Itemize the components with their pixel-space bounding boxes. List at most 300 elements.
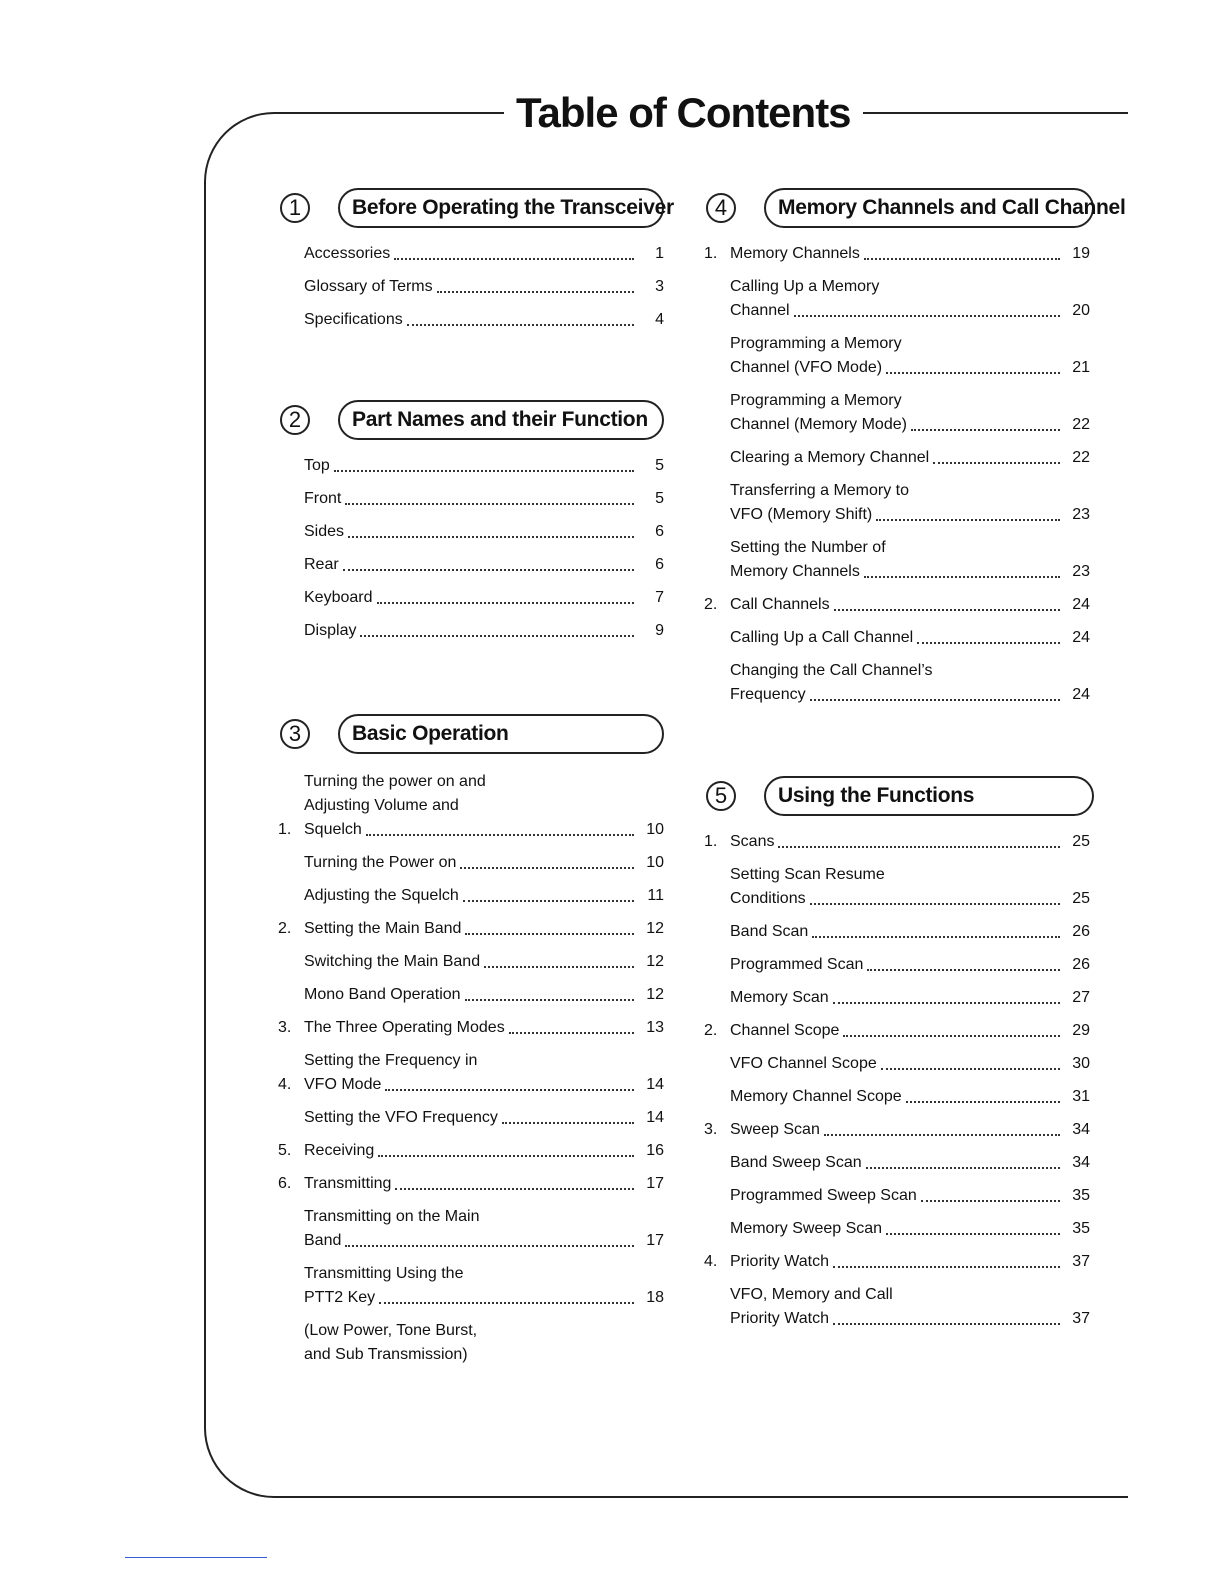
toc-entry-number: 2. — [704, 1022, 718, 1039]
toc-entry-page: 16 — [646, 1142, 664, 1159]
toc-entry-page: 17 — [646, 1232, 664, 1249]
toc-entry-body — [304, 1049, 664, 1097]
toc-entry-body — [730, 332, 1090, 380]
dot-leader — [866, 1167, 1060, 1169]
toc-entry-leader-line — [304, 275, 664, 299]
toc-entry — [704, 1052, 1090, 1076]
toc-entry-title: VFO Mode — [304, 1076, 382, 1093]
toc-entry-page: 26 — [1072, 923, 1090, 940]
toc-entry-note: and Sub Transmission) — [304, 1346, 468, 1363]
toc-entry — [704, 953, 1090, 977]
toc-entry-leader-line — [730, 1085, 1090, 1109]
toc-entry-page: 29 — [1072, 1022, 1090, 1039]
toc-entry-page: 25 — [1072, 890, 1090, 907]
dot-leader — [465, 933, 634, 935]
dot-leader — [917, 642, 1060, 644]
toc-entry — [704, 1085, 1090, 1109]
toc-entry-title: Priority Watch — [730, 1310, 829, 1327]
toc-entry-leader-line — [304, 983, 664, 1007]
dot-leader — [394, 258, 634, 260]
toc-entry-body — [730, 593, 1090, 617]
toc-entry-title: Rear — [304, 556, 339, 573]
toc-entry-body — [304, 308, 664, 332]
footer-rule — [125, 1557, 267, 1558]
toc-entry-body — [304, 1262, 664, 1310]
toc-entry-body — [304, 1016, 664, 1040]
section-5-heading: Using the Functions — [764, 776, 1094, 816]
section-4-number: 4 — [706, 193, 736, 223]
toc-entry-body — [304, 242, 664, 266]
dot-leader — [876, 519, 1060, 521]
toc-entry-page: 17 — [646, 1175, 664, 1192]
toc-entry-body — [304, 454, 664, 478]
toc-entry — [278, 308, 664, 332]
toc-entry-leader-line — [730, 626, 1090, 650]
toc-entry-title: Memory Channels — [730, 563, 860, 580]
toc-entry-leader-line — [730, 560, 1090, 584]
dot-leader — [377, 602, 635, 604]
toc-entry-leader-line — [304, 1016, 664, 1040]
toc-entry-page: 26 — [1072, 956, 1090, 973]
toc-entry-body — [730, 536, 1090, 584]
toc-entry-body — [730, 986, 1090, 1010]
toc-entry — [704, 536, 1090, 584]
dot-leader — [921, 1200, 1060, 1202]
toc-entry — [278, 553, 664, 577]
toc-entry-body — [730, 1118, 1090, 1142]
toc-entry-title: Adjusting the Squelch — [304, 887, 459, 904]
toc-entry-note: (Low Power, Tone Burst, — [304, 1322, 478, 1339]
toc-entry — [278, 851, 664, 875]
toc-entry — [704, 920, 1090, 944]
toc-entry-body — [304, 1139, 664, 1163]
toc-entry-body — [730, 1085, 1090, 1109]
toc-entry — [278, 242, 664, 266]
dot-leader — [864, 258, 1060, 260]
dot-leader — [867, 969, 1060, 971]
dot-leader — [460, 867, 634, 869]
toc-entry-page: 6 — [655, 523, 664, 540]
section-1-number: 1 — [280, 193, 310, 223]
toc-entry-page: 13 — [646, 1019, 664, 1036]
section-3-number: 3 — [280, 719, 310, 749]
toc-entry-page: 10 — [646, 821, 664, 838]
toc-entry-body — [730, 1052, 1090, 1076]
toc-entry — [704, 626, 1090, 650]
toc-entry-body — [304, 520, 664, 544]
toc-entry-title: Programmed Sweep Scan — [730, 1187, 917, 1204]
dot-leader — [812, 936, 1060, 938]
toc-entry-number: 2. — [278, 920, 292, 937]
toc-entry-leader-line — [304, 917, 664, 941]
toc-entry-leader-line — [730, 1184, 1090, 1208]
toc-entry-body — [304, 487, 664, 511]
toc-entry-title: Squelch — [304, 821, 362, 838]
toc-entry-leader-line — [304, 1139, 664, 1163]
toc-entry-line: Programming a Memory — [730, 335, 902, 352]
dot-leader — [395, 1188, 634, 1190]
toc-entry — [704, 1184, 1090, 1208]
section-5-entries — [704, 830, 1090, 1340]
dot-leader — [484, 966, 634, 968]
toc-entry — [704, 830, 1090, 854]
dot-leader — [778, 846, 1060, 848]
toc-entry — [278, 619, 664, 643]
toc-entry-title: Conditions — [730, 890, 806, 907]
toc-entry-leader-line — [730, 446, 1090, 470]
toc-entry-leader-line — [730, 242, 1090, 266]
toc-entry-title: Memory Channel Scope — [730, 1088, 902, 1105]
dot-leader — [810, 699, 1060, 701]
toc-entry-title: Channel (Memory Mode) — [730, 416, 907, 433]
toc-entry-body — [730, 1250, 1090, 1274]
toc-entry-title: Frequency — [730, 686, 806, 703]
dot-leader — [334, 470, 634, 472]
toc-entry — [278, 917, 664, 941]
toc-entry-body — [304, 950, 664, 974]
dot-leader — [911, 429, 1060, 431]
toc-entry-line: Setting Scan Resume — [730, 866, 885, 883]
toc-entry-page: 22 — [1072, 449, 1090, 466]
dot-leader — [794, 315, 1060, 317]
section-2-number: 2 — [280, 405, 310, 435]
toc-entry-body — [304, 983, 664, 1007]
toc-entry-body — [730, 446, 1090, 470]
toc-entry-page: 12 — [646, 953, 664, 970]
toc-entry-leader-line — [304, 884, 664, 908]
toc-entry-number: 5. — [278, 1142, 292, 1159]
toc-entry — [278, 1049, 664, 1097]
toc-entry-page: 1 — [655, 245, 664, 262]
toc-entry-leader-line — [304, 454, 664, 478]
toc-entry-page: 25 — [1072, 833, 1090, 850]
toc-entry-page: 35 — [1072, 1220, 1090, 1237]
toc-entry-line: Setting the Frequency in — [304, 1052, 478, 1069]
toc-entry-title: Mono Band Operation — [304, 986, 461, 1003]
section-2-entries — [278, 454, 664, 652]
section-4-heading: Memory Channels and Call Channel — [764, 188, 1094, 228]
dot-leader — [833, 1323, 1060, 1325]
toc-entry-page: 34 — [1072, 1121, 1090, 1138]
dot-leader — [378, 1155, 634, 1157]
toc-entry — [278, 1139, 664, 1163]
toc-entry-title: Band — [304, 1232, 342, 1249]
dot-leader — [833, 1266, 1060, 1268]
toc-entry-body — [730, 626, 1090, 650]
toc-entry-page: 5 — [655, 490, 664, 507]
toc-entry-line: Calling Up a Memory — [730, 278, 880, 295]
toc-entry-page: 34 — [1072, 1154, 1090, 1171]
toc-entry-body — [730, 1217, 1090, 1241]
toc-entry — [278, 1172, 664, 1196]
toc-entry-leader-line — [304, 586, 664, 610]
dot-leader — [509, 1032, 634, 1034]
toc-entry-leader-line — [730, 503, 1090, 527]
toc-entry-page: 6 — [655, 556, 664, 573]
toc-entry-leader-line — [730, 1307, 1090, 1331]
dot-leader — [379, 1302, 634, 1304]
toc-entry-title: Calling Up a Call Channel — [730, 629, 914, 646]
toc-entry-leader-line — [304, 1172, 664, 1196]
section-4-entries — [704, 242, 1090, 716]
dot-leader — [463, 900, 634, 902]
toc-entry-title: Glossary of Terms — [304, 278, 433, 295]
dot-leader — [834, 609, 1060, 611]
toc-entry-title: Transmitting — [304, 1175, 392, 1192]
toc-entry-leader-line — [304, 487, 664, 511]
toc-entry-title: Channel (VFO Mode) — [730, 359, 883, 376]
toc-entry-body — [304, 275, 664, 299]
toc-entry-page: 31 — [1072, 1088, 1090, 1105]
toc-entry — [704, 332, 1090, 380]
toc-entry-title: Accessories — [304, 245, 391, 262]
section-2-heading: Part Names and their Function — [338, 400, 664, 440]
toc-entry-leader-line — [730, 830, 1090, 854]
toc-entry-line: VFO, Memory and Call — [730, 1286, 893, 1303]
toc-entry-title: VFO (Memory Shift) — [730, 506, 873, 523]
toc-entry-number: 6. — [278, 1175, 292, 1192]
toc-entry — [278, 1205, 664, 1253]
toc-entry-page: 24 — [1072, 596, 1090, 613]
toc-entry — [704, 479, 1090, 527]
toc-entry-leader-line — [730, 986, 1090, 1010]
toc-entry-leader-line — [730, 887, 1090, 911]
toc-entry-body — [730, 1283, 1090, 1331]
toc-entry-body — [730, 830, 1090, 854]
toc-entry-body — [730, 1184, 1090, 1208]
toc-entry-leader-line — [304, 242, 664, 266]
toc-entry-title: Sides — [304, 523, 345, 540]
toc-entry — [704, 389, 1090, 437]
section-3-entries — [278, 770, 664, 1367]
toc-entry-title: Memory Channels — [730, 245, 860, 262]
toc-entry-leader-line — [304, 619, 664, 643]
dot-leader — [864, 576, 1060, 578]
toc-entry-title: Priority Watch — [730, 1253, 829, 1270]
toc-entry-body — [304, 586, 664, 610]
toc-entry-leader-line — [730, 299, 1090, 323]
toc-entry-title: Setting the Main Band — [304, 920, 462, 937]
toc-entry-page: 11 — [647, 887, 664, 904]
dot-leader — [833, 1002, 1060, 1004]
toc-entry-page: 37 — [1072, 1253, 1090, 1270]
toc-entry — [704, 275, 1090, 323]
toc-entry — [278, 520, 664, 544]
toc-entry-page: 10 — [646, 854, 664, 871]
toc-entry-leader-line — [304, 308, 664, 332]
toc-entry-body — [304, 619, 664, 643]
toc-entry — [278, 275, 664, 299]
toc-entry-title: Setting the VFO Frequency — [304, 1109, 498, 1126]
dot-leader — [345, 1245, 634, 1247]
toc-entry-body — [304, 1172, 664, 1196]
toc-entry-body — [304, 1205, 664, 1253]
title-bar — [0, 88, 1224, 138]
toc-entry-leader-line — [304, 553, 664, 577]
toc-entry-leader-line — [730, 1019, 1090, 1043]
toc-entry-leader-line — [730, 1118, 1090, 1142]
toc-entry-leader-line — [730, 1151, 1090, 1175]
toc-entry-title: Top — [304, 457, 330, 474]
toc-entry-body — [304, 884, 664, 908]
toc-entry-line: Programming a Memory — [730, 392, 902, 409]
toc-entry-number: 4. — [704, 1253, 718, 1270]
toc-entry-line: Adjusting Volume and — [304, 797, 459, 814]
toc-entry-leader-line — [304, 818, 664, 842]
toc-entry — [704, 1019, 1090, 1043]
section-1-header — [280, 188, 674, 228]
toc-entry — [704, 1250, 1090, 1274]
toc-entry-number: 1. — [704, 245, 718, 262]
section-3-header — [280, 714, 664, 754]
toc-entry — [704, 446, 1090, 470]
toc-entry — [704, 986, 1090, 1010]
toc-entry — [278, 884, 664, 908]
toc-entry-body — [304, 851, 664, 875]
toc-entry-title: Band Sweep Scan — [730, 1154, 862, 1171]
toc-entry-page: 24 — [1072, 686, 1090, 703]
toc-entry-title: Front — [304, 490, 342, 507]
toc-entry-page: 12 — [646, 920, 664, 937]
toc-entry-body — [730, 1151, 1090, 1175]
toc-entry — [704, 1118, 1090, 1142]
toc-entry-page: 12 — [646, 986, 664, 1003]
toc-entry-title: VFO Channel Scope — [730, 1055, 877, 1072]
toc-entry — [704, 593, 1090, 617]
toc-entry-number: 4. — [278, 1076, 292, 1093]
toc-entry-leader-line — [304, 1073, 664, 1097]
toc-entry-number: 2. — [704, 596, 718, 613]
toc-entry-body — [730, 863, 1090, 911]
toc-entry-page: 21 — [1072, 359, 1090, 376]
toc-entry-page: 37 — [1072, 1310, 1090, 1327]
toc-entry-title: Channel Scope — [730, 1022, 840, 1039]
toc-entry-leader-line — [730, 1250, 1090, 1274]
toc-entry-leader-line — [730, 920, 1090, 944]
dot-leader — [465, 999, 634, 1001]
toc-entry-page: 30 — [1072, 1055, 1090, 1072]
toc-entry — [704, 1283, 1090, 1331]
toc-entry-body — [304, 1106, 664, 1130]
dot-leader — [906, 1101, 1060, 1103]
section-5-number: 5 — [706, 781, 736, 811]
section-5-header — [706, 776, 1094, 816]
toc-entry-number: 3. — [704, 1121, 718, 1138]
toc-entry-leader-line — [304, 520, 664, 544]
toc-entry-title: Programmed Scan — [730, 956, 864, 973]
dot-leader — [810, 903, 1060, 905]
dot-leader — [366, 834, 634, 836]
toc-entry-line: Transmitting on the Main — [304, 1208, 480, 1225]
toc-entry-line: Setting the Number of — [730, 539, 886, 556]
toc-entry — [704, 863, 1090, 911]
toc-entry-title: Memory Sweep Scan — [730, 1220, 883, 1237]
toc-entry-page: 20 — [1072, 302, 1090, 319]
toc-entry-leader-line — [730, 1217, 1090, 1241]
toc-entry-body — [730, 659, 1090, 707]
toc-entry-leader-line — [730, 683, 1090, 707]
toc-entry-line: Transferring a Memory to — [730, 482, 910, 499]
toc-entry-number: 1. — [278, 821, 292, 838]
toc-entry-title: Clearing a Memory Channel — [730, 449, 930, 466]
toc-entry — [278, 454, 664, 478]
toc-entry-page: 3 — [655, 278, 664, 295]
toc-entry-page: 35 — [1072, 1187, 1090, 1204]
toc-entry-title: Specifications — [304, 311, 403, 328]
section-1-entries — [278, 242, 664, 341]
toc-entry-body — [730, 479, 1090, 527]
dot-leader — [407, 324, 634, 326]
toc-entry-line: Turning the power on and — [304, 773, 486, 790]
toc-entry — [278, 983, 664, 1007]
toc-entry-page: 4 — [655, 311, 664, 328]
dot-leader — [360, 635, 634, 637]
dot-leader — [437, 291, 634, 293]
toc-entry-title: Sweep Scan — [730, 1121, 820, 1138]
toc-entry-leader-line — [304, 950, 664, 974]
dot-leader — [843, 1035, 1060, 1037]
section-3-heading: Basic Operation — [338, 714, 664, 754]
toc-entry — [278, 950, 664, 974]
toc-entry-body — [730, 275, 1090, 323]
toc-entry-title: Keyboard — [304, 589, 373, 606]
toc-entry-body — [304, 770, 664, 842]
toc-entry — [278, 1016, 664, 1040]
section-2-header — [280, 400, 664, 440]
dot-leader — [881, 1068, 1060, 1070]
toc-entry — [278, 487, 664, 511]
toc-entry-body — [730, 953, 1090, 977]
section-1-heading: Before Operating the Transceiver — [338, 188, 664, 228]
toc-entry-body — [304, 917, 664, 941]
toc-entry-title: Band Scan — [730, 923, 809, 940]
toc-entry-page: 24 — [1072, 629, 1090, 646]
toc-entry-page: 9 — [655, 622, 664, 639]
toc-entry-page: 22 — [1072, 416, 1090, 433]
toc-entry-title: Display — [304, 622, 357, 639]
toc-entry-page: 14 — [646, 1109, 664, 1126]
toc-entry-leader-line — [730, 413, 1090, 437]
toc-entry-page: 14 — [646, 1076, 664, 1093]
toc-entry-body — [730, 242, 1090, 266]
toc-entry-title: Scans — [730, 833, 775, 850]
toc-entry — [704, 1217, 1090, 1241]
toc-entry-leader-line — [730, 593, 1090, 617]
toc-entry-page: 23 — [1072, 506, 1090, 523]
toc-entry-number: 3. — [278, 1019, 292, 1036]
toc-entry-line: Changing the Call Channel’s — [730, 662, 933, 679]
toc-entry — [704, 242, 1090, 266]
toc-entry-title: PTT2 Key — [304, 1289, 376, 1306]
toc-entry — [278, 770, 664, 842]
toc-entry-leader-line — [730, 356, 1090, 380]
toc-entry-title: Turning the Power on — [304, 854, 457, 871]
toc-entry-page: 27 — [1072, 989, 1090, 1006]
toc-entry-number: 1. — [704, 833, 718, 850]
toc-entry-leader-line — [730, 953, 1090, 977]
toc-entry-leader-line — [304, 1106, 664, 1130]
toc-entry-title: Receiving — [304, 1142, 375, 1159]
toc-entry-body — [730, 1019, 1090, 1043]
toc-entry-page: 7 — [655, 589, 664, 606]
toc-entry-leader-line — [730, 1052, 1090, 1076]
toc-entry-leader-line — [304, 1229, 664, 1253]
dot-leader — [886, 1233, 1060, 1235]
toc-entry — [704, 659, 1090, 707]
toc-entry-title: The Three Operating Modes — [304, 1019, 505, 1036]
dot-leader — [933, 462, 1060, 464]
toc-entry-body — [304, 553, 664, 577]
